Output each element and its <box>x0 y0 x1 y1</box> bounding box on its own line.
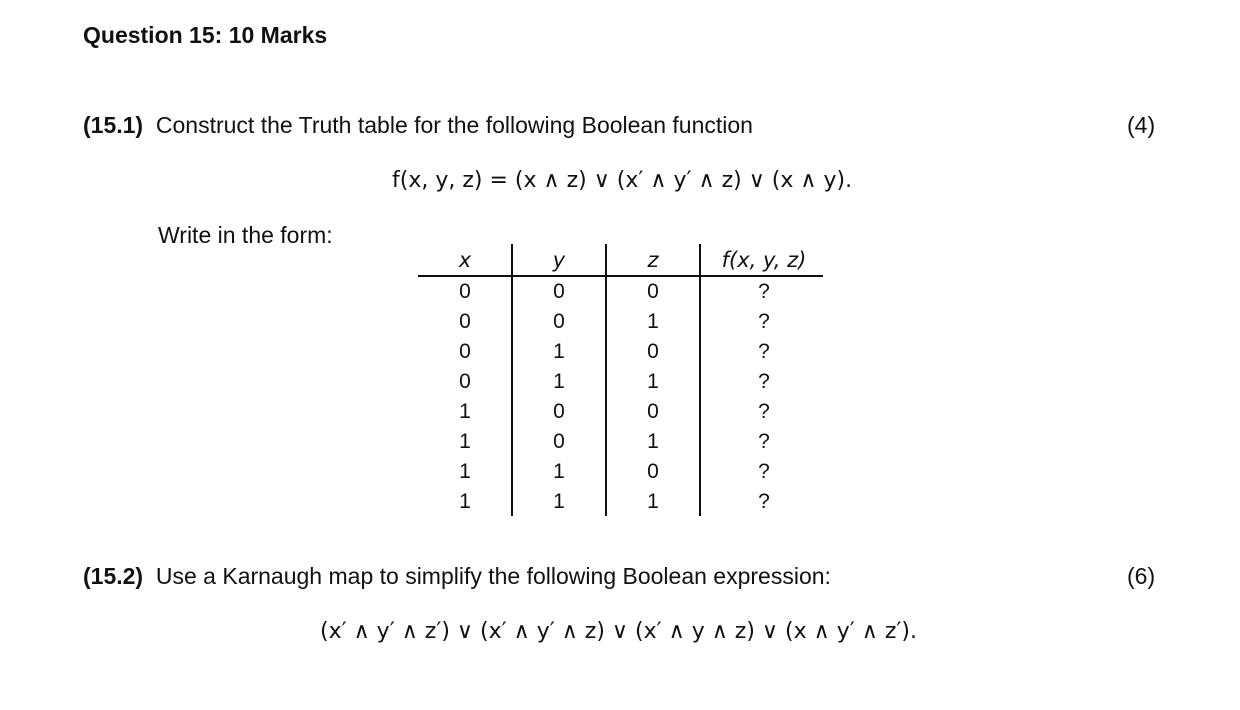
truth-table-header-x: x <box>458 248 472 272</box>
part-1-marks: (4) <box>1127 112 1156 138</box>
part-2-marks: (6) <box>1127 563 1156 589</box>
truth-table <box>418 244 823 516</box>
truth-table-header-f: f(x, y, z) <box>721 248 807 272</box>
truth-table-cell: 1 <box>553 490 565 513</box>
part-1-heading <box>83 112 753 139</box>
part-1-text: Construct the Truth table for the following Boolean function <box>155 112 753 138</box>
part-2-text: Use a Karnaugh map to simplify the following Boolean expression: <box>155 563 831 589</box>
truth-table-header-rule <box>418 275 823 277</box>
truth-table-cell: ? <box>758 460 770 483</box>
truth-table-header-y: y <box>552 248 566 272</box>
truth-table-cell: 0 <box>647 280 659 303</box>
truth-table-cell: 1 <box>553 460 565 483</box>
truth-table-cell: 0 <box>553 400 565 423</box>
form-label: Write in the form: <box>158 222 333 248</box>
truth-table-cell: ? <box>758 400 770 423</box>
truth-table-cell: 0 <box>647 460 659 483</box>
part-1-number: (15.1) <box>83 112 144 138</box>
truth-table-cell: 0 <box>459 280 471 303</box>
part-1-formula: f(x, y, z) = (x ∧ z) ∨ (x′ ∧ y′ ∧ z) ∨ (x ∧ y). <box>392 168 853 193</box>
part-2-number: (15.2) <box>83 563 144 589</box>
truth-table-cell: ? <box>758 430 770 453</box>
truth-table-cell: 1 <box>647 490 659 513</box>
truth-table-cell: 1 <box>553 370 565 393</box>
truth-table-cell: 0 <box>647 340 659 363</box>
truth-table-cell: ? <box>758 490 770 513</box>
truth-table-cell: 0 <box>553 280 565 303</box>
truth-table-cell: 1 <box>459 490 471 513</box>
truth-table-cell: 1 <box>459 400 471 423</box>
truth-table-cell: ? <box>758 280 770 303</box>
truth-table-cell: 1 <box>459 460 471 483</box>
part-2-formula: (x′ ∧ y′ ∧ z′) ∨ (x′ ∧ y′ ∧ z) ∨ (x′ ∧ y ∧ z) ∨ (x ∧ y′ ∧ z′). <box>320 619 917 644</box>
truth-table-cell: 0 <box>553 310 565 333</box>
truth-table-cell: ? <box>758 310 770 333</box>
part-2-heading <box>83 563 831 590</box>
question-title: Question 15: 10 Marks <box>83 22 328 48</box>
truth-table-cell: 0 <box>459 310 471 333</box>
truth-table-cell: 1 <box>459 430 471 453</box>
truth-table-cell: 1 <box>553 340 565 363</box>
truth-table-cell: ? <box>758 370 770 393</box>
truth-table-header-z: z <box>647 248 659 272</box>
truth-table-cell: ? <box>758 340 770 363</box>
truth-table-cell: 0 <box>459 340 471 363</box>
truth-table-cell: 1 <box>647 370 659 393</box>
truth-table-cell: 1 <box>647 310 659 333</box>
truth-table-cell: 0 <box>553 430 565 453</box>
truth-table-cell: 1 <box>647 430 659 453</box>
truth-table-cell: 0 <box>647 400 659 423</box>
truth-table-cell: 0 <box>459 370 471 393</box>
